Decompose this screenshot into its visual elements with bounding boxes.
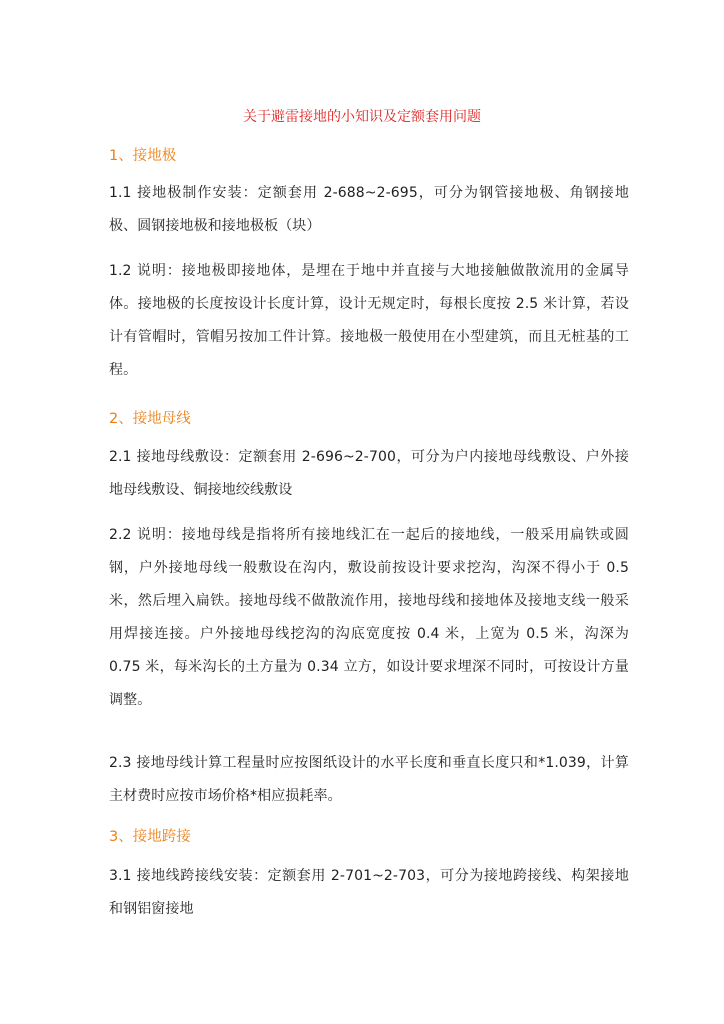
paragraph-2-3: 2.3 接地母线计算工程量时应按图纸设计的水平长度和垂直长度只和*1.039，计算主材费时应按市场价格*相应损耗率。 bbox=[109, 755, 629, 804]
section-heading-2: 2、接地母线 bbox=[109, 411, 191, 427]
document-title: 关于避雷接地的小知识及定额套用问题 bbox=[243, 109, 481, 125]
paragraph-1-1: 1.1 接地极制作安装：定额套用 2-688~2-695，可分为钢管接地极、角钢接地极、圆钢接地极和接地极板（块） bbox=[109, 185, 629, 234]
section-heading-3: 3、接地跨接 bbox=[109, 829, 191, 845]
paragraph-3-1: 3.1 接地线跨接线安装：定额套用 2-701~2-703，可分为接地跨接线、构架接地和钢铝窗接地 bbox=[109, 868, 629, 917]
paragraph-2-2: 2.2 说明：接地母线是指将所有接地线汇在一起后的接地线，一般采用扁铁或圆钢，户外接地母线一般敷设在沟内，敷设前按设计要求挖沟，沟深不得小于 0.5 米，然后埋入扁铁。接地母线不做散流作用，接地母线和接地体及接地支线一般采用焊接连接。户外接地母线挖沟的沟底宽度按 0.4 米，上宽为 0.5 米，沟深为 0.75 米，每米沟长的土方量为 0.34 立方，如设计要求埋深不同时，可按设计方量调整。 bbox=[109, 527, 629, 708]
paragraph-1-2: 1.2 说明：接地极即接地体，是埋在于地中并直接与大地接触做散流用的金属导体。接地极的长度按设计长度计算，设计无规定时，每根长度按 2.5 米计算，若设计有管帽时，管帽另按加工件计算。接地极一般使用在小型建筑，而且无桩基的工程。 bbox=[109, 263, 629, 378]
paragraph-2-1: 2.1 接地母线敷设：定额套用 2-696~2-700，可分为户内接地母线敷设、户外接地母线敷设、铜接地绞线敷设 bbox=[109, 449, 629, 498]
section-heading-1: 1、接地极 bbox=[109, 148, 177, 164]
